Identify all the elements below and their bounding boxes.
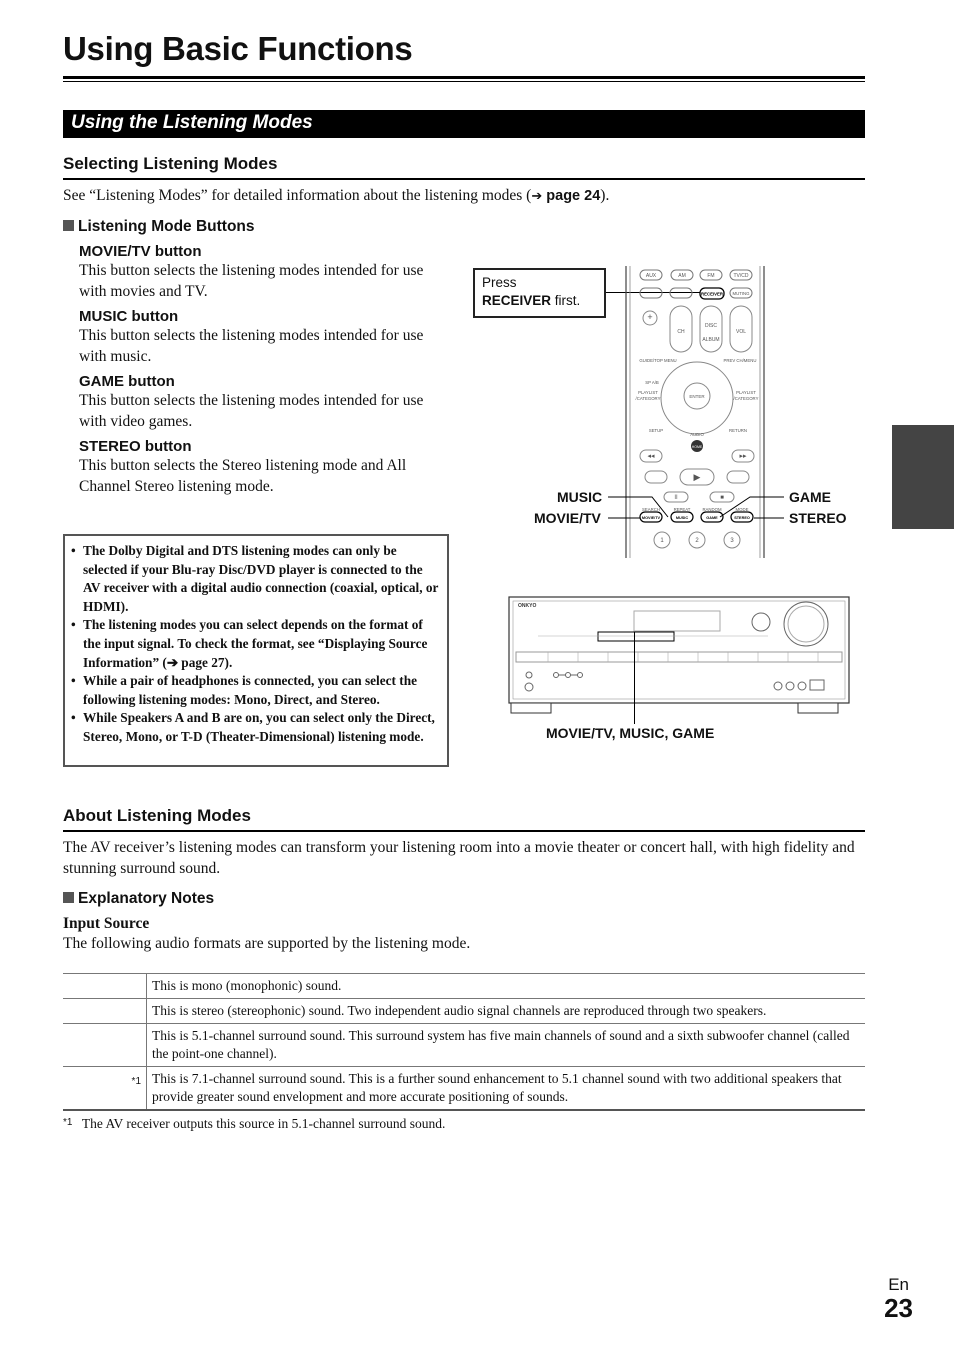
button-list xyxy=(79,243,451,497)
remote-num1: 1 xyxy=(660,538,664,544)
section-bar xyxy=(63,110,865,138)
intro-text: See “Listening Modes” for detailed information about the listening modes ( xyxy=(63,187,532,204)
table-cell-text: This is 5.1-channel surround sound. This surround system has five main channels of sound and a sixth subwoofer channel (called the point-one channel). xyxy=(147,1024,866,1067)
remote-setup-label: SETUP xyxy=(648,428,664,433)
button-desc: This button selects the Stereo listening mode and All Channel Stereo listening mode. xyxy=(79,457,407,495)
remote-mode-label: MODE xyxy=(735,507,749,512)
note-item: • The listening modes you can select depends on the format of the input signal. To check the format, see “Displaying Source Information” (➔ page 27). xyxy=(83,616,439,672)
table-cell-mark xyxy=(63,999,147,1024)
press-receiver-callout xyxy=(473,268,606,318)
remote-return-label: RETURN xyxy=(729,428,747,433)
table-cell-mark xyxy=(63,1024,147,1067)
remote-am-label: AM xyxy=(678,273,686,279)
notes-heading-text: Explanatory Notes xyxy=(78,890,215,907)
remote-num2: 2 xyxy=(695,538,699,544)
remote-game-button: GAME xyxy=(706,516,718,520)
remote-sp-label: SP A/B xyxy=(645,380,659,385)
page-link[interactable]: page 24 xyxy=(546,188,601,204)
remote-tvcd-label: TV/CD xyxy=(733,273,749,279)
footnote xyxy=(63,1116,445,1132)
label-front-buttons: MOVIE/TV, MUSIC, GAME xyxy=(546,725,715,741)
front-panel-illustration xyxy=(508,596,850,716)
button-desc: This button selects the listening modes intended for use with music. xyxy=(79,327,424,365)
remote-category-left: /CATEGORY xyxy=(635,396,661,401)
callout-lines xyxy=(600,490,790,530)
button-desc: This button selects the listening modes intended for use with video games. xyxy=(79,392,424,430)
remote-ch-label: CH xyxy=(677,329,685,335)
remote-disc-label: DISC xyxy=(705,323,717,329)
remote-random-label: RANDOM xyxy=(702,507,722,512)
remote-search-label: SEARCH xyxy=(642,507,660,512)
buttons-heading xyxy=(63,218,255,236)
button-name: STEREO button xyxy=(79,438,192,455)
remote-fm-label: FM xyxy=(707,273,715,279)
input-source-heading: Input Source xyxy=(63,915,150,932)
format-table xyxy=(63,973,865,1111)
svg-text:+: + xyxy=(647,312,653,322)
table-row xyxy=(63,999,865,1024)
title-rule xyxy=(63,76,865,79)
remote-movietv-button: MOVIE/TV xyxy=(641,516,661,520)
remote-repeat-label: REPEAT xyxy=(673,507,691,512)
note-item: • The Dolby Digital and DTS listening modes can only be selected if your Blu-ray Disc/DVD player is connected to the AV receiver with a digital audio connection (coaxial, optical, or HDMI). xyxy=(83,542,439,616)
remote-vol-label: VOL xyxy=(735,329,747,335)
press-tail: first. xyxy=(551,293,581,308)
note-item: • While Speakers A and B are on, you can select only the Direct, Stereo, Mono, or T-D (Theater-Dimensional) listening mode. xyxy=(83,709,439,746)
input-source-text: The following audio formats are supported by the listening mode. xyxy=(63,935,471,952)
intro-tail: ). xyxy=(600,187,610,204)
remote-stereo-button: STEREO xyxy=(734,516,750,520)
remote-playlist-right: PLAYLIST xyxy=(736,390,756,395)
about-intro: The AV receiver’s listening modes can transform your listening room into a movie theater or concert hall, with high fidelity and stunning surround sound. xyxy=(63,839,855,877)
remote-enter-label: ENTER xyxy=(689,394,705,399)
table-cell-mark: *1 xyxy=(63,1067,147,1110)
table-cell-text: This is 7.1-channel surround sound. This is a further sound enhancement to 5.1 channel sound with two additional speakers that provide greater sound envelopment and more accurate positioning of sounds. xyxy=(147,1067,866,1110)
selecting-heading: Selecting Listening Modes xyxy=(63,154,278,173)
remote-receiver-label: RECEIVER xyxy=(701,291,723,297)
remote-home-label: HOME xyxy=(691,445,703,449)
square-bullet-icon xyxy=(63,892,74,903)
front-callout-line xyxy=(634,632,635,724)
svg-text:II: II xyxy=(674,495,678,501)
notes-box xyxy=(63,534,449,767)
table-cell-text: This is stereo (stereophonic) sound. Two independent audio signal channels are reproduced through two speakers. xyxy=(147,999,866,1024)
button-desc: This button selects the listening modes intended for use with movies and TV. xyxy=(79,262,424,300)
label-game: GAME xyxy=(789,489,831,505)
label-stereo: STEREO xyxy=(789,510,847,526)
footnote-mark: *1 xyxy=(63,1117,73,1128)
remote-aux-label: AUX xyxy=(645,273,657,279)
selecting-rule xyxy=(63,178,865,180)
button-name: MOVIE/TV button xyxy=(79,243,202,260)
section-title: Using the Listening Modes xyxy=(71,112,313,133)
label-music: MUSIC xyxy=(557,489,603,505)
buttons-heading-text: Listening Mode Buttons xyxy=(78,218,255,235)
remote-num3: 3 xyxy=(730,538,734,544)
square-bullet-icon xyxy=(63,220,74,231)
title-rule-thin xyxy=(63,81,865,82)
table-row xyxy=(63,1067,865,1110)
table-row xyxy=(63,974,865,999)
button-name: MUSIC button xyxy=(79,308,179,325)
button-name: GAME button xyxy=(79,373,175,390)
page-number: 23 xyxy=(884,1293,913,1323)
remote-muting-label: MUTING xyxy=(732,291,750,296)
page-title: Using Basic Functions xyxy=(63,30,413,67)
svg-text:▶: ▶ xyxy=(693,472,701,482)
arrow-icon: ➔ xyxy=(531,188,543,203)
notes-heading xyxy=(63,890,214,908)
remote-guide-label: GUIDE/TOP MENU xyxy=(639,358,677,363)
remote-audio-label: AUDIO xyxy=(690,432,704,437)
page-lang: En xyxy=(888,1275,909,1294)
remote-category-right: /CATEGORY xyxy=(733,396,759,401)
table-cell-mark xyxy=(63,974,147,999)
press-line: Press xyxy=(482,275,517,290)
about-heading: About Listening Modes xyxy=(63,806,251,825)
press-bold: RECEIVER xyxy=(482,293,552,308)
svg-text:▸▸: ▸▸ xyxy=(739,453,747,460)
note-item: • While a pair of headphones is connected, you can select the following listening modes: Mono, Direct, and Stereo. xyxy=(83,672,439,709)
remote-album-label: ALBUM xyxy=(702,337,720,343)
remote-prev-label: PREV CH/MENU xyxy=(723,358,757,363)
remote-music-button: MUSIC xyxy=(675,516,689,520)
about-rule xyxy=(63,830,865,832)
svg-text:■: ■ xyxy=(720,495,724,501)
side-tab xyxy=(892,425,954,529)
selecting-intro xyxy=(63,185,863,207)
table-bottom-rule xyxy=(63,1109,865,1111)
table-cell-text: This is mono (monophonic) sound. xyxy=(147,974,866,999)
label-movietv: MOVIE/TV xyxy=(534,510,601,526)
footnote-text: The AV receiver outputs this source in 5.1-channel surround sound. xyxy=(81,1116,446,1131)
front-brand: ONKYO xyxy=(518,603,537,609)
table-row xyxy=(63,1024,865,1067)
remote-playlist-left: PLAYLIST xyxy=(638,390,658,395)
svg-text:◂◂: ◂◂ xyxy=(647,453,655,460)
